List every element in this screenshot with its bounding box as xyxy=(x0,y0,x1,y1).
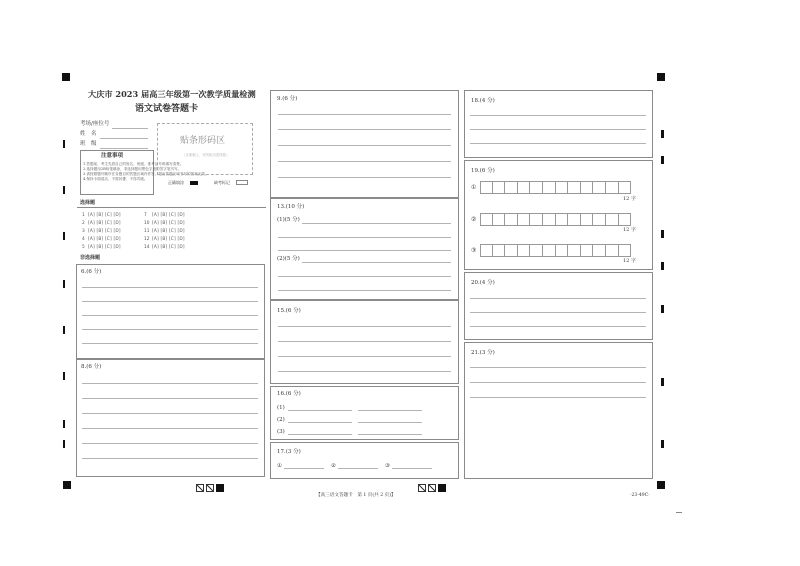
blank-marker: ② xyxy=(331,463,336,469)
note-item: 2.选择题用2B铅笔填涂，非选择题用黑色字迹的签字笔书写。 xyxy=(83,167,182,171)
class-field[interactable] xyxy=(100,148,148,149)
note-item: 1.答题前，考生先将自己的姓名、班级、准考证号码填写清楚。 xyxy=(83,162,184,166)
answer-line[interactable] xyxy=(82,413,258,414)
answer-line[interactable] xyxy=(288,434,352,435)
slash-box-icon xyxy=(418,484,426,492)
answer-box-q8 xyxy=(76,359,265,477)
barcode-area xyxy=(157,123,253,175)
question-label: 16.(6 分) xyxy=(277,391,301,397)
answer-line[interactable] xyxy=(278,145,451,146)
solid-box-icon xyxy=(438,484,446,492)
question-label: 20.(4 分) xyxy=(471,280,495,286)
answer-box-q16 xyxy=(270,386,459,440)
q-number: 2 xyxy=(82,221,85,226)
class-label: 班 级 xyxy=(80,141,97,147)
footer-marks-left xyxy=(196,484,224,492)
question-label: 21.(3 分) xyxy=(471,350,495,356)
blank-marker: ② xyxy=(471,216,477,223)
question-label: 13.(10 分) xyxy=(277,204,305,210)
sheet-code: ·23-49C· xyxy=(630,493,650,498)
timing-mark xyxy=(661,262,664,270)
timing-mark xyxy=(661,230,664,238)
answer-line[interactable] xyxy=(82,398,258,399)
answer-line[interactable] xyxy=(338,468,378,469)
q-number: 1 xyxy=(82,213,85,218)
answer-line[interactable] xyxy=(82,458,258,459)
alignment-mark xyxy=(657,73,665,81)
timing-mark xyxy=(63,372,65,380)
note-item: 4.保持卡面清洁，不准折叠、不得弄破。 xyxy=(83,177,148,181)
answer-line[interactable] xyxy=(278,290,451,291)
answer-line[interactable] xyxy=(358,434,422,435)
answer-line[interactable] xyxy=(278,129,451,130)
answer-line[interactable] xyxy=(288,410,352,411)
page-label: 【高三语文答题卡 第 1 页(共 2 页)】 xyxy=(316,493,396,498)
absent-mark-label: 缺考标记 xyxy=(214,180,230,185)
q-number: 14 xyxy=(144,245,150,250)
notes-list xyxy=(83,162,209,182)
q-number: 10 xyxy=(144,221,150,226)
blank-marker: ③ xyxy=(471,247,477,254)
question-label: 6.(6 分) xyxy=(81,269,102,275)
answer-line[interactable] xyxy=(82,343,258,344)
answer-line[interactable] xyxy=(82,301,258,302)
fill-example-mark xyxy=(190,181,198,185)
timing-mark xyxy=(63,326,65,334)
slash-box-icon xyxy=(428,484,436,492)
absent-mark-box[interactable] xyxy=(236,180,248,185)
answer-line[interactable] xyxy=(358,410,422,411)
char-count: 12 字 xyxy=(623,196,636,202)
answer-box-q18 xyxy=(464,90,653,158)
answer-line[interactable] xyxy=(278,341,451,342)
answer-line[interactable] xyxy=(278,177,451,178)
sub-question-label: (3) xyxy=(277,429,285,435)
choice-row xyxy=(82,228,185,236)
barcode-label: 贴条形码区 xyxy=(180,136,226,146)
question-label: 19.(6 分) xyxy=(471,168,495,174)
slash-box-icon xyxy=(206,484,214,492)
answer-line[interactable] xyxy=(358,422,422,423)
choice-options[interactable]: [A] [B] [C] [D] xyxy=(152,245,185,250)
choice-options[interactable]: [A] [B] [C] [D] xyxy=(152,237,185,242)
answer-line[interactable] xyxy=(278,356,451,357)
choice-options[interactable]: [A] [B] [C] [D] xyxy=(88,237,121,242)
choice-row xyxy=(82,212,185,220)
answer-line[interactable] xyxy=(470,382,646,383)
answer-box-q13 xyxy=(270,198,459,300)
answer-line[interactable] xyxy=(470,143,646,144)
corner-tick xyxy=(676,512,682,513)
answer-box-q17 xyxy=(270,442,459,479)
divider xyxy=(77,207,266,208)
choice-row xyxy=(82,236,185,244)
answer-line[interactable] xyxy=(470,397,646,398)
timing-mark xyxy=(63,420,65,428)
q-number: 4 xyxy=(82,237,85,242)
sub-question-label: (2) xyxy=(277,417,285,423)
choice-options[interactable]: [A] [B] [C] [D] xyxy=(152,213,185,218)
sub-question-label: (1) xyxy=(277,405,285,411)
choice-options[interactable]: [A] [B] [C] [D] xyxy=(88,221,121,226)
timing-mark xyxy=(661,130,664,138)
name-field[interactable] xyxy=(100,138,148,139)
choice-options[interactable]: [A] [B] [C] [D] xyxy=(152,229,185,234)
timing-mark xyxy=(63,232,65,240)
answer-line[interactable] xyxy=(82,428,258,429)
choice-options[interactable]: [A] [B] [C] [D] xyxy=(88,213,121,218)
answer-line[interactable] xyxy=(470,115,646,116)
answer-line[interactable] xyxy=(278,326,451,327)
choice-row xyxy=(82,244,185,252)
blank-marker: ③ xyxy=(385,463,390,469)
choice-row xyxy=(82,220,185,228)
timing-mark xyxy=(63,186,65,194)
answer-line[interactable] xyxy=(82,383,258,384)
solid-box-icon xyxy=(216,484,224,492)
timing-mark xyxy=(63,140,65,148)
answer-line[interactable] xyxy=(470,298,646,299)
timing-mark xyxy=(661,156,664,164)
choice-options[interactable]: [A] [B] [C] [D] xyxy=(152,221,185,226)
answer-line[interactable] xyxy=(278,250,451,251)
timing-mark xyxy=(661,378,664,386)
choice-title: 选择题 xyxy=(80,200,96,206)
choice-grid xyxy=(82,212,185,252)
exam-no-label: 考场/座位号 xyxy=(80,121,110,127)
answer-box-q21 xyxy=(464,342,653,479)
char-grid[interactable] xyxy=(480,244,631,257)
answer-line[interactable] xyxy=(470,312,646,313)
nonchoice-title: 非选择题 xyxy=(80,255,101,261)
answer-line[interactable] xyxy=(82,443,258,444)
question-label: 9.(6 分) xyxy=(277,96,298,102)
blank-marker: ① xyxy=(471,184,477,191)
answer-line[interactable] xyxy=(278,371,451,372)
sheet-subtitle: 语文试卷答题卡 xyxy=(135,104,199,114)
answer-line[interactable] xyxy=(302,262,451,263)
question-label: 15.(6 分) xyxy=(277,308,301,314)
note-item: 3.请按照题号顺序在各题目的答题区域内作答，超出答题区域书写的答案无效。 xyxy=(83,172,209,176)
barcode-sub: （正面朝上，切勿贴出虚线框） xyxy=(182,153,230,157)
alignment-mark xyxy=(63,481,71,489)
q-number: 7 xyxy=(144,213,147,218)
q-number: 12 xyxy=(144,237,150,242)
sheet-title: 大庆市 2023 届高三年级第一次教学质量检测 xyxy=(88,89,256,99)
answer-box-q20 xyxy=(464,272,653,340)
answer-line[interactable] xyxy=(392,468,432,469)
alignment-mark xyxy=(62,73,70,81)
question-label: 18.(4 分) xyxy=(471,98,495,104)
notes-title: 注意事项 xyxy=(101,153,124,159)
answer-line[interactable] xyxy=(278,276,451,277)
q-number: 3 xyxy=(82,229,85,234)
answer-box-q6 xyxy=(76,264,265,359)
answer-line[interactable] xyxy=(82,287,258,288)
answer-line[interactable] xyxy=(278,237,451,238)
footer-marks-right xyxy=(418,484,446,492)
answer-line[interactable] xyxy=(278,114,451,115)
timing-mark xyxy=(63,440,65,448)
sub-question-label: (1)(5 分) xyxy=(277,217,300,223)
exam-no-field[interactable] xyxy=(112,128,148,129)
answer-line[interactable] xyxy=(82,329,258,330)
answer-line[interactable] xyxy=(82,315,258,316)
answer-box-q9 xyxy=(270,90,459,198)
name-label: 姓 名 xyxy=(80,131,97,137)
alignment-mark xyxy=(657,481,665,489)
answer-line[interactable] xyxy=(470,367,646,368)
timing-mark xyxy=(63,280,65,288)
choice-options[interactable]: [A] [B] [C] [D] xyxy=(88,229,121,234)
blank-marker: ① xyxy=(277,463,282,469)
answer-line[interactable] xyxy=(470,129,646,130)
slash-box-icon xyxy=(196,484,204,492)
char-count: 12 字 xyxy=(623,258,636,264)
char-grid[interactable] xyxy=(480,213,631,226)
timing-mark xyxy=(661,305,664,313)
answer-line[interactable] xyxy=(284,468,324,469)
char-grid[interactable] xyxy=(480,181,631,194)
answer-line[interactable] xyxy=(302,223,451,224)
question-label: 8.(6 分) xyxy=(81,364,102,370)
answer-line[interactable] xyxy=(288,422,352,423)
fill-example-label: 正确填涂 xyxy=(168,180,184,185)
choice-options[interactable]: [A] [B] [C] [D] xyxy=(88,245,121,250)
sub-question-label: (2)(5 分) xyxy=(277,256,300,262)
q-number: 11 xyxy=(144,229,150,234)
char-count: 12 字 xyxy=(623,227,636,233)
question-label: 17.(3 分) xyxy=(277,449,301,455)
q-number: 5 xyxy=(82,245,85,250)
timing-mark xyxy=(661,440,664,448)
answer-line[interactable] xyxy=(470,326,646,327)
answer-line[interactable] xyxy=(278,161,451,162)
